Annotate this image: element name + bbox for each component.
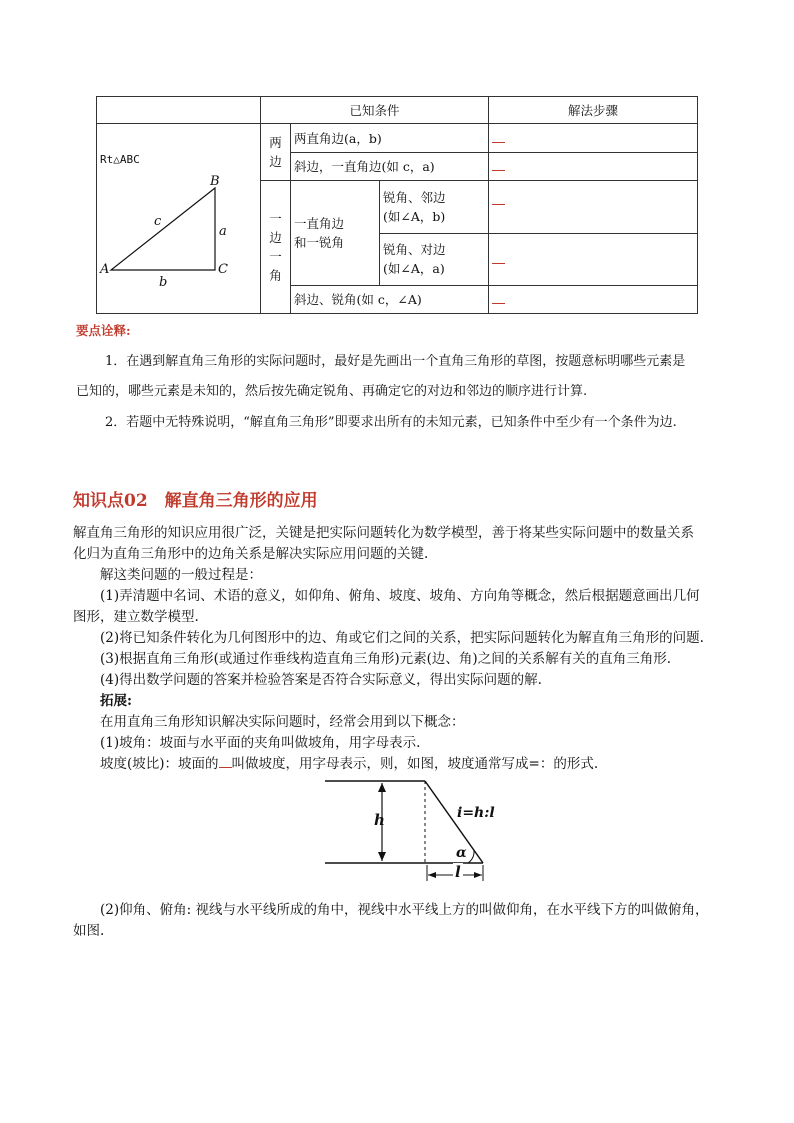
note-1-line2: 已知的，哪些元素是未知的，然后按先确定锐角、再确定它的对边和邻边的顺序进行计算. <box>76 384 588 399</box>
answer-blank <box>492 132 505 143</box>
side-c-label: c <box>154 214 162 230</box>
group1-char: 两 <box>269 135 282 151</box>
header-conditions: 已知条件 <box>261 97 489 124</box>
row-angle-opposite <box>380 233 489 285</box>
group1-char: 边 <box>269 154 282 170</box>
slope-angle-def: (1)坡角：坡面与水平面的夹角叫做坡角，用字母表示. <box>100 735 421 751</box>
row-hyp-leg: 斜边，一直角边(如 c，a) <box>291 153 489 181</box>
row-angle-opposite-line2: (如∠A，a) <box>383 261 445 277</box>
notes-title: 要点诠释: <box>76 323 131 338</box>
row-two-legs: 两直角边(a，b) <box>291 124 489 153</box>
elevation-line1: (2)仰角、俯角: 视线与水平线所成的角中，视线中水平线上方的叫做仰角，在水平线下方的叫做俯角， <box>100 902 709 918</box>
row-angle-adjacent-steps <box>489 181 698 233</box>
row-hyp-angle-steps <box>489 285 698 313</box>
group-side-angle-label <box>261 181 291 314</box>
right-triangle-diagram <box>97 124 261 312</box>
group2-char: 边 <box>269 230 282 246</box>
row-hyp-angle: 斜边、锐角(如 c，∠A) <box>291 285 489 313</box>
fig-h-label: h <box>374 811 385 829</box>
process-label: 解这类问题的一般过程是： <box>100 567 262 583</box>
row-angle-adjacent-line1: 锐角、邻边 <box>383 189 446 205</box>
row-hyp-leg-steps <box>489 153 698 181</box>
answer-blank <box>492 194 505 205</box>
fig-alpha-label: α <box>456 845 467 861</box>
section-heading: 知识点02 解直角三角形的应用 <box>73 491 318 511</box>
extend-intro: 在用直角三角形知识解决实际问题时，经常会用到以下概念： <box>100 714 465 730</box>
leg-and-angle-line1: 一直角边 <box>294 216 345 232</box>
group2-char: 角 <box>269 268 282 284</box>
step1-line1: (1)弄清题中名词、术语的意义，如仰角、俯角、坡度、坡角、方向角等概念，然后根据题意画出几何 <box>100 588 700 604</box>
answer-blank <box>492 160 505 171</box>
note-2: 2．若题中无特殊说明，“解直角三角形”即要求出所有的未知元素，已知条件中至少有一个条件为边. <box>105 415 677 430</box>
row-angle-adjacent <box>380 181 489 233</box>
row-angle-opposite-steps <box>489 233 698 285</box>
fig-ratio-label: i=h:l <box>457 805 495 821</box>
answer-blank <box>219 757 232 768</box>
slope-ratio-pre: 坡度(坡比)：坡面的 <box>100 756 219 772</box>
answer-blank <box>492 253 505 264</box>
vertex-c-label: C <box>218 262 228 278</box>
row-two-legs-steps <box>489 124 698 153</box>
step3: (3)根据直角三角形(或通过作垂线构造直角三角形)元素(边、角)之间的关系解有关的直角三角形. <box>100 651 671 667</box>
step2: (2)将已知条件转化为几何图形中的边、角或它们之间的关系，把实际问题转化为解直角三角形的问题. <box>100 630 704 646</box>
elevation-line2: 如图. <box>73 923 105 939</box>
triangle-figure-cell <box>97 124 261 314</box>
step4: (4)得出数学问题的答案并检验答案是否符合实际意义，得出实际问题的解. <box>100 672 542 688</box>
vertex-b-label: B <box>210 174 220 190</box>
row-angle-opposite-line1: 锐角、对边 <box>383 242 446 258</box>
group2-char: 一 <box>269 211 282 227</box>
intro-line1: 解直角三角形的知识应用很广泛，关键是把实际问题转化为数学模型，善于将某些实际问题中的数量关系 <box>73 525 694 541</box>
intro-line2: 化归为直角三角形中的边角关系是解决实际应用问题的关键. <box>73 546 429 562</box>
extend-title: 拓展: <box>100 693 132 709</box>
leg-and-angle-label <box>291 181 380 285</box>
triangle-title: Rt△ABC <box>100 153 140 167</box>
note-1-line1: 1．在遇到解直角三角形的实际问题时，最好是先画出一个直角三角形的草图，按题意标明哪些元素是 <box>105 354 686 369</box>
slope-diagram <box>320 775 500 885</box>
side-b-label: b <box>159 275 168 291</box>
row-angle-adjacent-line2: (如∠A，b) <box>383 208 446 224</box>
conditions-table <box>96 96 698 314</box>
leg-and-angle-line2: 和一锐角 <box>294 235 345 251</box>
slope-ratio-def <box>100 753 598 775</box>
group2-char: 一 <box>269 249 282 265</box>
side-a-label: a <box>219 224 227 240</box>
table-corner-cell <box>97 97 261 124</box>
slope-ratio-post: 叫做坡度，用字母表示，则，如图，坡度通常写成=：的形式. <box>231 756 599 772</box>
header-steps: 解法步骤 <box>489 97 698 124</box>
vertex-a-label: A <box>100 262 110 278</box>
step1-line2: 图形，建立数学模型. <box>73 609 199 625</box>
fig-l-label: l <box>455 863 461 881</box>
answer-blank <box>492 293 505 304</box>
group-two-sides-label <box>261 124 291 181</box>
